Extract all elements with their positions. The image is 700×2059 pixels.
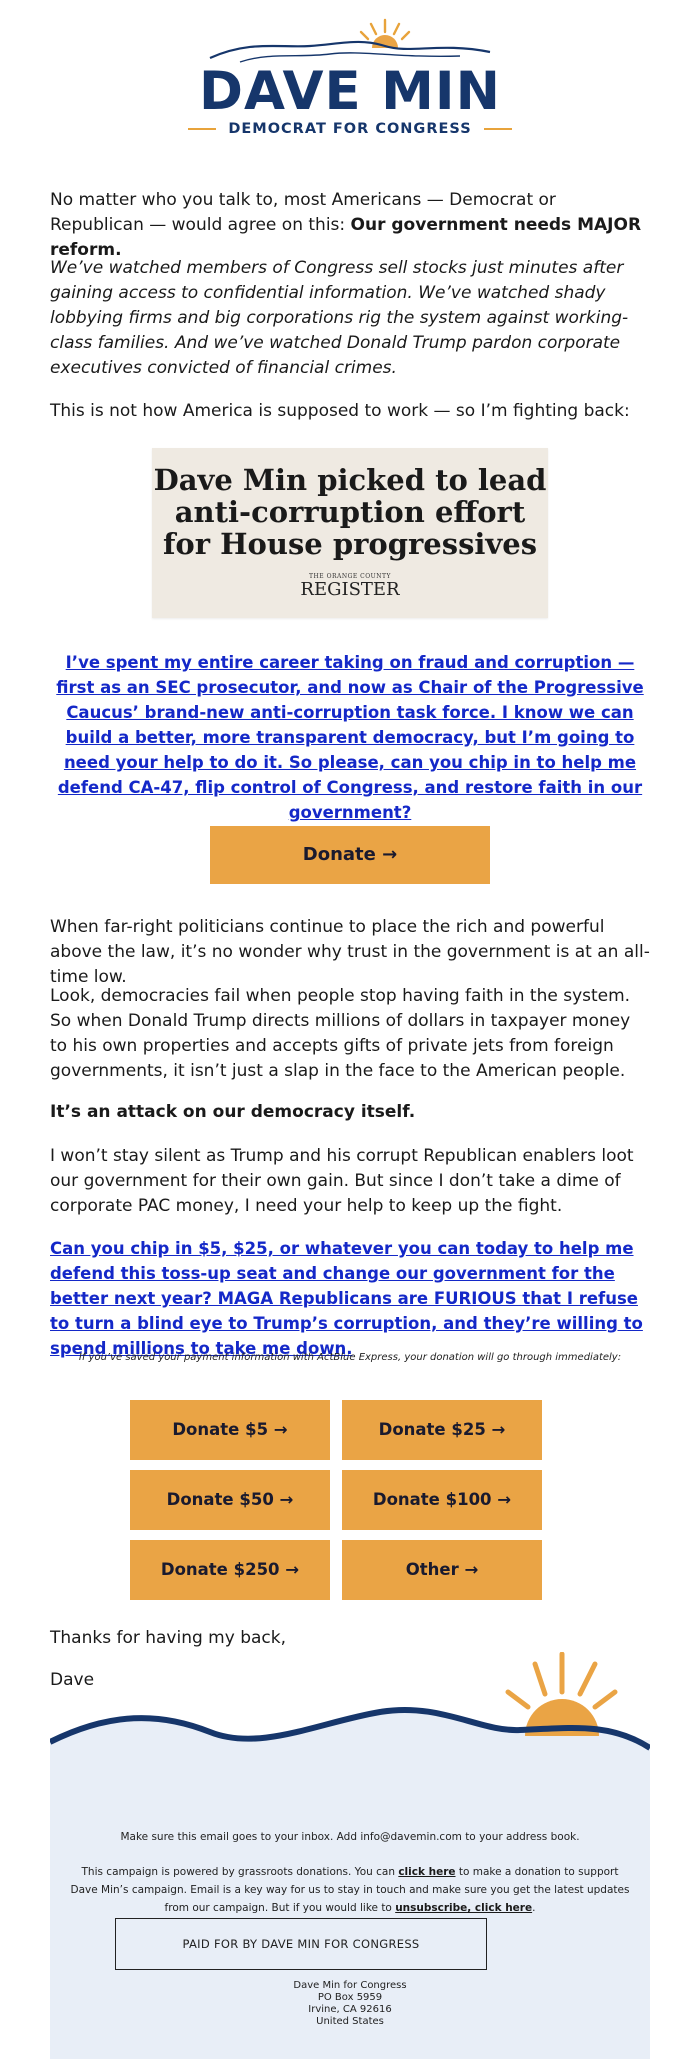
- paragraph-democracies: [50, 984, 650, 1084]
- headline-line-3: for House progressives: [162, 527, 538, 561]
- intro-bold: Our government needs MAJOR reform.: [50, 215, 642, 260]
- paragraph-far-right: [50, 915, 650, 990]
- donate-link-paragraph-2[interactable]: [50, 1236, 650, 1361]
- paper-small-label: THE ORANGE COUNTY: [309, 573, 391, 580]
- donate-link-2[interactable]: Can you chip in $5, $25, or whatever you can today to help me defend this toss-up seat and change our government for the better next year? MAGA Republicans are FURIOUS that I refuse to turn a blind eye to Trump’s corruption, and they’re willing to spend millions to take me down.: [50, 1239, 643, 1358]
- donate-button[interactable]: Donate →: [210, 826, 490, 884]
- tagline-dash-left: [188, 128, 216, 130]
- headline-line-1: Dave Min picked to lead: [153, 463, 547, 497]
- address-line-3: Irvine, CA 92616: [308, 2004, 392, 2015]
- donate-250-button[interactable]: Donate $250 →: [130, 1540, 330, 1600]
- paper-name: REGISTER: [300, 579, 400, 600]
- campaign-logo: [0, 18, 700, 143]
- tagline-text: DEMOCRAT FOR CONGRESS: [228, 121, 472, 137]
- actblue-express-note: If you’ve saved your payment information with ActBlue Express, your donation will go through immediately:: [78, 1352, 622, 1363]
- donate-other-button[interactable]: Other →: [342, 1540, 542, 1600]
- democracies-text: Look, democracies fail when people stop having faith in the system. So when Donald Trump directs millions of dollars in taxpayer money to his own properties and accepts gifts of private jets from foreign governments, it isn’t just a slap in the face to the American people.: [50, 986, 631, 1081]
- powered-text-2: to make a donation to support Dave Min’s campaign. Email is a key way for us to stay in touch and make sure you get the latest updates from our campaign. But if you would like to: [70, 1866, 630, 1914]
- footer-powered-note: [70, 1863, 630, 1917]
- click-here-link[interactable]: click here: [398, 1866, 456, 1878]
- donate-link-paragraph-1[interactable]: [50, 650, 650, 825]
- silent-text: I won’t stay silent as Trump and his corrupt Republican enablers loot our government for their own gain. But since I don’t take a dime of corporate PAC money, I need your help to keep up the fight.: [50, 1146, 634, 1216]
- donate-link-1[interactable]: I’ve spent my entire career taking on fraud and corruption — first as an SEC prosecutor, and now as Chair of the Progressive Caucus’ brand-new anti-corruption task force. I know we can build a better, more transparent democracy, but I’m going to need your help to do it. So please, can you chip in to help me defend CA-47, flip control of Congress, and restore faith in our government?: [56, 653, 644, 822]
- tagline-dash-right: [484, 128, 512, 130]
- news-clipping-image: [152, 448, 548, 618]
- paragraph-attack: [50, 1100, 650, 1125]
- donate-25-button[interactable]: Donate $25 →: [342, 1400, 542, 1460]
- congress-text: We’ve watched members of Congress sell stocks just minutes after gaining access to confidential information. We’ve watched shady lobbying firms and big corporations rig the system against working-class families. And we’ve watched Donald Trump pardon corporate executives convicted of financial crimes.: [50, 258, 629, 378]
- powered-text-3: .: [532, 1902, 536, 1914]
- clipping-headline: [152, 464, 548, 560]
- paragraph-silent: [50, 1144, 650, 1219]
- fighting-back-text: This is not how America is supposed to work — so I’m fighting back:: [50, 401, 630, 421]
- paragraph-fighting-back: [50, 399, 650, 424]
- donate-50-button[interactable]: Donate $50 →: [130, 1470, 330, 1530]
- unsubscribe-link[interactable]: unsubscribe, click here: [395, 1902, 533, 1914]
- footer-inbox-note: Make sure this email goes to your inbox. Add info@davemin.com to your address book.: [120, 1831, 580, 1843]
- paragraph-congress: [50, 256, 650, 381]
- signoff-name: Dave: [50, 1670, 95, 1690]
- paragraph-intro: [50, 188, 650, 263]
- headline-line-2: anti-corruption effort: [174, 495, 526, 529]
- address-line-1: Dave Min for Congress: [293, 1980, 407, 1991]
- powered-text-1: This campaign is powered by grassroots donations. You can: [81, 1866, 399, 1878]
- paid-for-disclaimer: PAID FOR BY DAVE MIN FOR CONGRESS: [115, 1918, 487, 1970]
- signoff-thanks: Thanks for having my back,: [50, 1628, 287, 1648]
- address-line-4: United States: [316, 2016, 384, 2027]
- attack-text: It’s an attack on our democracy itself.: [50, 1102, 416, 1122]
- intro-text: No matter who you talk to, most Americans — Democrat or Republican — would agree on this:: [50, 190, 556, 235]
- address-line-2: PO Box 5959: [317, 1992, 383, 2003]
- footer-wave-sun-icon: [50, 1652, 650, 1762]
- donate-5-button[interactable]: Donate $5 →: [130, 1400, 330, 1460]
- far-right-text: When far-right politicians continue to place the rich and powerful above the law, it’s no wonder why trust in the government is at an all-time low.: [50, 917, 650, 987]
- logo-name: DAVE MIN: [199, 61, 501, 122]
- logo-tagline: [0, 121, 700, 137]
- donate-100-button[interactable]: Donate $100 →: [342, 1470, 542, 1530]
